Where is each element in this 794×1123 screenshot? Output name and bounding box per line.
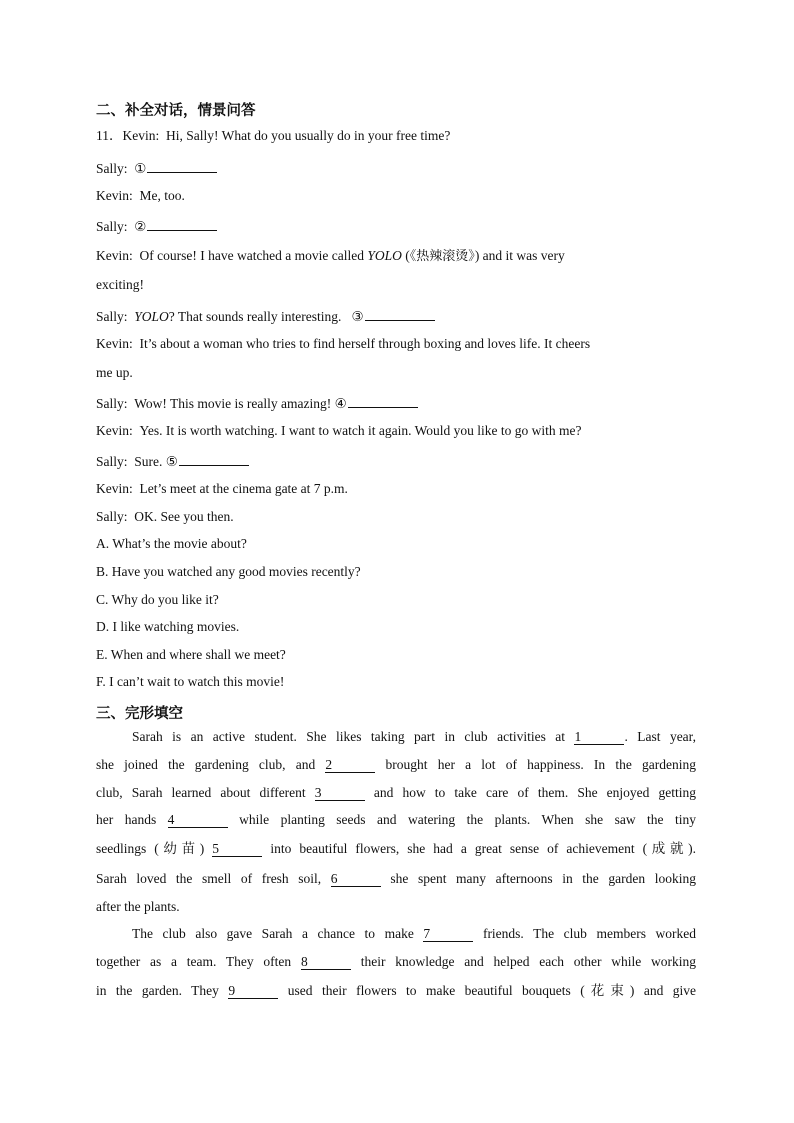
dialogue-text: Of course! I have watched a movie called <box>139 248 368 263</box>
dialogue-line-14 <box>96 508 234 526</box>
option-b: B. Have you watched any good movies recently? <box>96 564 361 579</box>
dialogue-line-3 <box>96 187 185 205</box>
movie-title: YOLO <box>134 309 169 324</box>
movie-title-cn: 《热辣滚烫》 <box>409 249 475 264</box>
cloze-blank[interactable]: 5 <box>212 841 262 857</box>
cloze-line-8: The club also gave Sarah a chance to make 7 friends. The club members worked <box>132 926 696 941</box>
dialogue-text: ) and it was very <box>474 248 565 263</box>
speaker: Sally: <box>96 396 128 411</box>
movie-title: YOLO <box>367 248 402 263</box>
dialogue-text: Hi, Sally! What do you usually do in your free time? <box>166 128 451 143</box>
question-number: 11． <box>96 128 123 143</box>
cloze-line-9: together as a team. They often 8 their knowledge and helped each other while working <box>96 954 697 969</box>
cloze-line-10: in the garden. They 9 used their flowers to make beautiful bouquets (花束) and give <box>96 983 696 998</box>
cloze-line-5: seedlings (幼苗) 5 into beautiful flowers, she had a great sense of achievement (成就). <box>96 841 696 856</box>
dialogue-text: Me, too. <box>139 188 185 203</box>
blank-marker: ② <box>134 219 147 234</box>
answer-blank[interactable] <box>147 157 217 173</box>
speaker: Kevin: <box>96 336 133 351</box>
cloze-line-7: after the plants. <box>96 899 180 914</box>
dialogue-text: exciting! <box>96 277 144 292</box>
option-e: E. When and where shall we meet? <box>96 647 286 662</box>
cloze-line-1: Sarah is an active student. She likes taking part in club activities at 1 . Last year, <box>132 729 697 744</box>
dialogue-text: ? That sounds really interesting. <box>168 309 345 324</box>
dialogue-line-11 <box>96 422 581 440</box>
dialogue-line-4 <box>96 215 217 236</box>
dialogue-text: OK. See you then. <box>134 509 234 524</box>
dialogue-line-2 <box>96 157 217 178</box>
dialogue-line-7 <box>96 305 435 326</box>
speaker: Kevin: <box>96 248 133 263</box>
answer-blank[interactable] <box>179 450 249 466</box>
option-a: A. What’s the movie about? <box>96 536 247 551</box>
speaker: Sally: <box>96 509 128 524</box>
dialogue-text: me up. <box>96 365 133 380</box>
cloze-line-2: she joined the gardening club, and 2 brought her a lot of happiness. In the gardening <box>96 757 696 772</box>
option-c: C. Why do you like it? <box>96 592 219 607</box>
speaker: Kevin: <box>96 481 133 496</box>
dialogue-text: Let’s meet at the cinema gate at 7 p.m. <box>139 481 348 496</box>
dialogue-text: Yes. It is worth watching. I want to watch it again. Would you like to go with me? <box>139 423 582 438</box>
cloze-blank[interactable]: 6 <box>331 871 381 887</box>
dialogue-text: Wow! This movie is really amazing! <box>134 396 335 411</box>
answer-blank[interactable] <box>147 215 217 231</box>
answer-blank[interactable] <box>348 392 418 408</box>
dialogue-line-9 <box>96 364 133 382</box>
dialogue-text: Sure. <box>134 454 166 469</box>
dialogue-text: It’s about a woman who tries to find herself through boxing and loves life. It cheers <box>139 336 591 351</box>
option-f: F. I can’t wait to watch this movie! <box>96 674 285 689</box>
section-heading-dialogue: 二、补全对话，情景问答 <box>96 103 256 119</box>
dialogue-text: ( <box>401 248 410 263</box>
blank-marker: ① <box>134 161 147 176</box>
cloze-blank[interactable]: 1 <box>574 729 624 745</box>
speaker: Sally: <box>96 309 128 324</box>
cloze-line-4: her hands 4 while planting seeds and watering the plants. When she saw the tiny <box>96 812 697 827</box>
dialogue-line-6 <box>96 276 144 294</box>
option-d: D. I like watching movies. <box>96 619 240 634</box>
cloze-line-3: club, Sarah learned about different 3 and how to take care of them. She enjoyed getting <box>96 785 696 800</box>
dialogue-line-5 <box>96 247 565 266</box>
speaker: Kevin: <box>96 188 133 203</box>
section-heading-cloze: 三、完形填空 <box>96 706 183 722</box>
cloze-blank[interactable]: 4 <box>168 812 228 828</box>
cloze-blank[interactable]: 3 <box>315 785 365 801</box>
speaker: Sally: <box>96 161 128 176</box>
answer-blank[interactable] <box>365 305 435 321</box>
cloze-blank[interactable]: 9 <box>228 983 278 999</box>
cloze-blank[interactable]: 8 <box>301 954 351 970</box>
dialogue-line-13 <box>96 480 348 498</box>
dialogue-line-12 <box>96 450 249 471</box>
blank-marker: ④ <box>334 396 347 411</box>
dialogue-line-1 <box>96 127 450 145</box>
blank-marker: ⑤ <box>165 454 178 469</box>
cloze-blank[interactable]: 7 <box>423 926 473 942</box>
speaker: Sally: <box>96 219 128 234</box>
speaker: Kevin: <box>122 128 160 143</box>
blank-marker: ③ <box>351 309 364 324</box>
speaker: Kevin: <box>96 423 133 438</box>
cloze-line-6: Sarah loved the smell of fresh soil, 6 she spent many afternoons in the garden looking <box>96 871 696 886</box>
speaker: Sally: <box>96 454 128 469</box>
cloze-blank[interactable]: 2 <box>325 757 375 773</box>
dialogue-line-10 <box>96 392 418 413</box>
dialogue-line-8 <box>96 335 590 353</box>
